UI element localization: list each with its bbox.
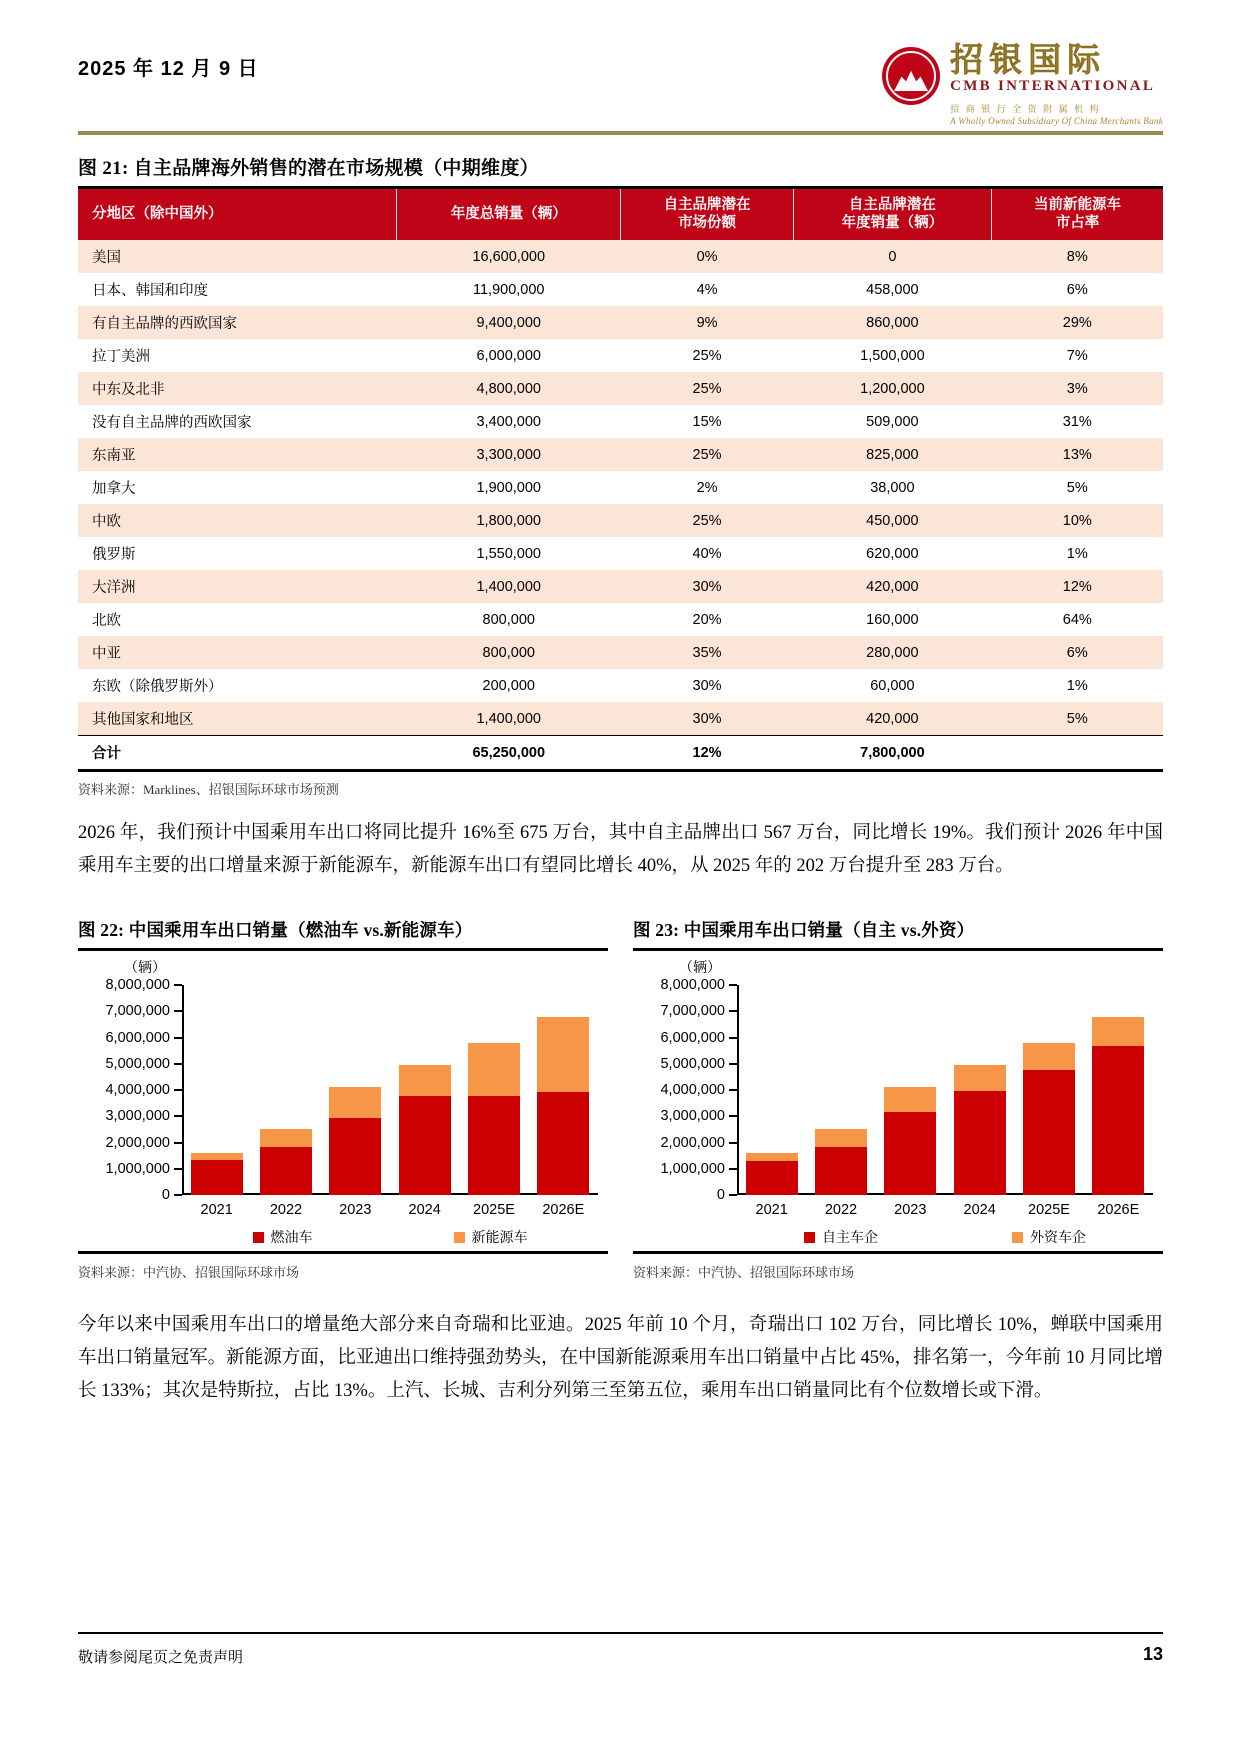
page-header [78,43,1163,152]
y-tick-label: 0 [716,1187,725,1203]
bar-column [737,985,806,1218]
cell-nev: 6% [1066,281,1088,298]
cell-region: 拉丁美洲 [92,349,150,366]
cell-volume: 60,000 [870,677,915,694]
table-row [78,405,1163,438]
y-tick [729,1168,737,1170]
cell-share: 25% [692,347,722,364]
y-tick-label: 7,000,000 [105,1003,170,1020]
cell-share: 35% [621,636,793,669]
y-tick-label: 0 [161,1187,170,1203]
bar-column [182,985,251,1218]
bar-segment-燃油车 [468,1096,520,1195]
cell-volume: 38,000 [870,479,915,496]
footer-divider [78,1632,1163,1634]
cell-volume: 458,000 [866,281,919,298]
x-tick-label: 2022 [824,1202,858,1218]
bar-column [390,985,459,1218]
page-number: 13 [1142,1644,1163,1664]
body-paragraph-1: 2026 年，我们预计中国乘用车出口将同比提升 16%至 675 万台，其中自主品牌出口 567 万台，同比增长 19%。我们预计 2026 年中国乘用车主要的出口增量来源于新能源车，新能源车出口有望同比增长 40%，从 2025 年的 202 万台提升至 283 万台。 [78,823,1163,876]
figure-23-legend-item-1 [1012,1227,1086,1247]
bar-segment-自主车企 [884,1112,936,1195]
figure-22-bars [182,985,598,1218]
cell-share: 30% [621,570,793,603]
table-row [78,273,1163,306]
cell-nev: 7% [1066,347,1088,364]
cmb-logo-mark-icon [882,47,940,105]
y-tick-label: 4,000,000 [660,1082,725,1098]
cell-total: 16,600,000 [397,240,621,273]
y-tick [174,1010,182,1012]
cell-volume: 620,000 [866,545,919,562]
bar-column [1084,985,1153,1218]
table-row [78,438,1163,471]
y-tick-label: 5,000,000 [105,1055,170,1072]
cell-nev: 12% [992,570,1163,603]
cell-region: 日本、韩国和印度 [92,283,208,300]
figure-21-source: 资料来源：Marklines、招银国际环球市场预测 [78,782,339,797]
report-date: 2025 年 12 月 9 日 [78,58,259,80]
logo-english-name: CMB INTERNATIONAL [950,77,1156,94]
cell-volume: 280,000 [793,636,991,669]
x-tick-label: 2021 [200,1202,233,1218]
cell-nev: 1% [1066,545,1088,562]
cell-share: 25% [621,504,793,537]
cell-total: 800,000 [397,636,621,669]
bar-column [321,985,390,1218]
y-tick [729,984,737,986]
cell-total: 1,800,000 [397,504,621,537]
y-tick [729,1089,737,1091]
figure-22-plot-area [105,977,598,1218]
bar-column [459,985,528,1218]
cell-share: 25% [621,438,793,471]
y-tick [174,1168,182,1170]
cell-volume: 7,800,000 [793,736,991,770]
legend-swatch-icon [1012,1232,1023,1243]
cell-nev: 5% [1066,479,1088,496]
cell-share: 9% [621,306,793,339]
cell-region: 北欧 [92,613,121,630]
y-tick [729,1010,737,1012]
table-row [78,372,1163,405]
x-tick-label: 2025E [473,1202,515,1218]
cell-region: 有自主品牌的西欧国家 [78,306,397,339]
bar-column [251,985,320,1218]
bar-segment-燃油车 [399,1096,451,1195]
cell-total: 800,000 [482,611,535,628]
table-row [78,339,1163,372]
y-tick [174,1142,182,1144]
cell-total: 11,900,000 [473,281,545,298]
cell-nev: 13% [992,438,1163,471]
figure-23-chart [633,951,1163,1251]
cell-region: 中亚 [78,636,397,669]
bar-segment-新能源车 [329,1087,381,1118]
figure-23-unit-label: （辆） [679,961,721,976]
table-row [78,471,1163,504]
bar-segment-新能源车 [537,1017,589,1092]
y-tick-label: 4,000,000 [105,1082,170,1098]
bar-segment-自主车企 [1092,1046,1144,1195]
legend-swatch-icon [253,1232,264,1243]
cell-total: 3,300,000 [397,438,621,471]
x-tick-label: 2026E [542,1202,585,1218]
logo-subtitle-cn: 招商银行全资附属机构 [950,103,1106,114]
cell-total: 1,550,000 [476,545,541,562]
figure-21-table [78,186,1163,769]
cell-total: 65,250,000 [397,736,621,770]
cell-region: 东欧（除俄罗斯外） [92,679,223,696]
table-total-row [78,736,1163,770]
y-tick [729,1142,737,1144]
table-row [78,603,1163,636]
bar-column [876,985,945,1218]
bar-segment-外资车企 [1023,1043,1075,1070]
cell-region: 加拿大 [92,481,136,498]
table-head [78,188,1163,241]
figure-23-bars [737,985,1153,1218]
cell-share: 4% [696,281,718,298]
legend-swatch-icon [454,1232,465,1243]
figure-22-source: 资料来源：中汽协、招银国际环球市场 [78,1265,300,1280]
y-tick [174,1063,182,1065]
y-tick [729,1115,737,1117]
cell-nev: 1% [1066,677,1088,694]
table-row [78,240,1163,273]
bar-segment-外资车企 [884,1087,936,1112]
bar-segment-燃油车 [537,1092,589,1195]
x-tick-label: 2022 [269,1202,303,1218]
y-tick-label: 1,000,000 [105,1160,170,1177]
y-tick [729,1194,737,1196]
cell-volume: 420,000 [793,702,991,736]
y-tick-label: 2,000,000 [660,1134,725,1151]
x-tick-label: 2024 [408,1202,441,1218]
logo-chinese-name: 招银国际 [950,43,1107,79]
cell-nev: 31% [1062,413,1092,430]
col-header-potential-share: 自主品牌潜在 市场份额 [621,188,793,241]
bar-segment-新能源车 [468,1043,520,1096]
cell-total: 3,400,000 [476,413,541,430]
y-tick [174,984,182,986]
cell-share: 2% [696,479,718,496]
cell-volume: 160,000 [866,611,919,628]
legend-label: 自主车企 [822,1231,878,1246]
cell-region: 大洋洲 [78,570,397,603]
legend-label: 燃油车 [270,1231,313,1246]
cell-nev: 10% [992,504,1163,537]
cell-nev: 5% [992,702,1163,736]
y-tick-label: 8,000,000 [660,977,725,993]
footer-disclaimer: 敬请参阅尾页之免责声明 [78,1650,244,1666]
bar-segment-自主车企 [746,1161,798,1195]
y-tick-label: 1,000,000 [660,1160,725,1177]
figure-23-legend [737,1227,1153,1247]
cell-nev: 3% [992,372,1163,405]
cell-volume: 1,200,000 [793,372,991,405]
table-row [78,306,1163,339]
figure-22-bottom-rule [78,1251,608,1254]
figure-23-panel [633,917,1163,1280]
y-tick-label: 6,000,000 [105,1029,170,1046]
table-row [78,570,1163,603]
x-tick-label: 2024 [963,1202,996,1218]
bar-segment-外资车企 [954,1065,1006,1091]
cell-region: 合计 [78,736,397,770]
bar-column [806,985,875,1218]
cell-region: 东南亚 [78,438,397,471]
table-row [78,504,1163,537]
cell-total: 4,800,000 [397,372,621,405]
cell-total: 1,900,000 [476,479,541,496]
x-tick-label: 2025E [1028,1202,1070,1218]
y-tick [729,1063,737,1065]
y-tick-label: 3,000,000 [660,1108,725,1125]
table-row [78,669,1163,702]
cell-share: 30% [621,702,793,736]
cmb-international-logo [882,44,1163,126]
y-tick [174,1194,182,1196]
bar-segment-外资车企 [1092,1017,1144,1046]
y-tick [174,1115,182,1117]
header-divider [78,131,1163,135]
bar-segment-自主车企 [954,1091,1006,1195]
cell-region: 中欧 [78,504,397,537]
cell-share: 20% [692,611,722,628]
x-tick-label: 2026E [1097,1202,1140,1218]
cell-nev: 8% [992,240,1163,273]
legend-label: 新能源车 [471,1231,528,1246]
x-tick-label: 2023 [339,1202,372,1218]
col-header-nev-share: 当前新能源车 市占率 [992,188,1163,241]
cell-region: 俄罗斯 [92,547,136,564]
y-tick-label: 8,000,000 [105,977,170,993]
cell-share: 30% [692,677,722,694]
cell-region: 中东及北非 [78,372,397,405]
figure-22-unit-label: （辆） [124,961,166,976]
bar-column [1014,985,1083,1218]
bar-segment-燃油车 [191,1160,243,1195]
y-tick [729,1037,737,1039]
y-tick [174,1089,182,1091]
body-paragraph-2: 今年以来中国乘用车出口的增量绝大部分来自奇瑞和比亚迪。2025 年前 10 个月，奇瑞出口 102 万台，同比增长 10%，蝉联中国乘用车出口销量冠军。新能源方面，比亚迪出口维持强劲势头，在中国新能源乘用车出口销量中占比 45%，排名第一，今年前 10 月同比增长 133%；其次是特斯拉，占比 13%。上汽、长城、吉利分列第三至第五位，乘用车出口销量同比有个位数增长或下滑。 [78,1315,1163,1401]
bar-column [529,985,598,1218]
cell-volume: 420,000 [793,570,991,603]
cell-volume: 825,000 [793,438,991,471]
figure-22-panel [78,917,608,1280]
table-body [78,240,1163,769]
cell-share: 12% [621,736,793,770]
bar-segment-自主车企 [1023,1070,1075,1195]
table-row [78,537,1163,570]
bar-segment-新能源车 [260,1129,312,1147]
figure-22-chart [78,951,608,1251]
legend-label: 外资车企 [1030,1231,1086,1246]
y-tick-label: 3,000,000 [105,1108,170,1125]
col-header-total-sales: 年度总销量（辆） [397,188,621,241]
cell-volume: 860,000 [793,306,991,339]
cell-share: 40% [692,545,722,562]
x-tick-label: 2023 [894,1202,927,1218]
y-tick-label: 6,000,000 [660,1029,725,1046]
cell-volume: 450,000 [793,504,991,537]
cell-total: 6,000,000 [476,347,541,364]
logo-subtitle-en: A Wholly Owned Subsidiary Of China Merchants Bank [950,115,1163,126]
table-bottom-border [78,769,1163,772]
table-row [78,636,1163,669]
cell-nev: 29% [992,306,1163,339]
cell-total: 9,400,000 [397,306,621,339]
figure-22-title: 图 22: 中国乘用车出口销量（燃油车 vs.新能源车） [78,920,473,940]
cell-total: 1,400,000 [397,570,621,603]
cell-volume: 1,500,000 [860,347,925,364]
bar-segment-自主车企 [815,1147,867,1195]
figure-23-legend-item-0 [804,1227,878,1247]
figure-23-title: 图 23: 中国乘用车出口销量（自主 vs.外资） [633,920,975,940]
cell-volume: 509,000 [866,413,919,430]
col-header-potential-volume: 自主品牌潜在 年度销量（辆） [793,188,991,241]
cell-nev: 6% [992,636,1163,669]
cell-share: 0% [621,240,793,273]
bar-segment-外资车企 [746,1153,798,1161]
y-tick-label: 2,000,000 [105,1134,170,1151]
cell-region: 其他国家和地区 [78,702,397,736]
bar-segment-燃油车 [260,1147,312,1195]
figure-23-source: 资料来源：中汽协、招银国际环球市场 [633,1265,855,1280]
bar-segment-燃油车 [329,1118,381,1195]
cell-region: 没有自主品牌的西欧国家 [92,415,252,432]
x-tick-label: 2021 [755,1202,788,1218]
cell-nev [992,736,1163,770]
figure-21-title: 图 21: 自主品牌海外销售的潜在市场规模（中期维度） [78,158,539,179]
cell-total: 200,000 [482,677,535,694]
bar-column [945,985,1014,1218]
bar-segment-外资车企 [815,1129,867,1146]
y-tick-label: 7,000,000 [660,1003,725,1020]
bar-segment-新能源车 [399,1065,451,1095]
figure-22-legend-item-0 [253,1227,313,1247]
cell-total: 1,400,000 [397,702,621,736]
figure-23-bottom-rule [633,1251,1163,1254]
col-header-region: 分地区（除中国外） [78,188,397,241]
figure-22-legend-item-1 [454,1227,528,1247]
cell-share: 25% [621,372,793,405]
legend-swatch-icon [804,1232,815,1243]
cell-volume: 0 [793,240,991,273]
figure-22-legend [182,1227,598,1247]
cell-share: 15% [692,413,722,430]
y-tick-label: 5,000,000 [660,1055,725,1072]
cell-region: 美国 [78,240,397,273]
bar-segment-新能源车 [191,1153,243,1160]
table-row [78,702,1163,736]
y-tick [174,1037,182,1039]
cell-nev: 64% [1062,611,1092,628]
figure-23-plot-area [660,977,1153,1218]
